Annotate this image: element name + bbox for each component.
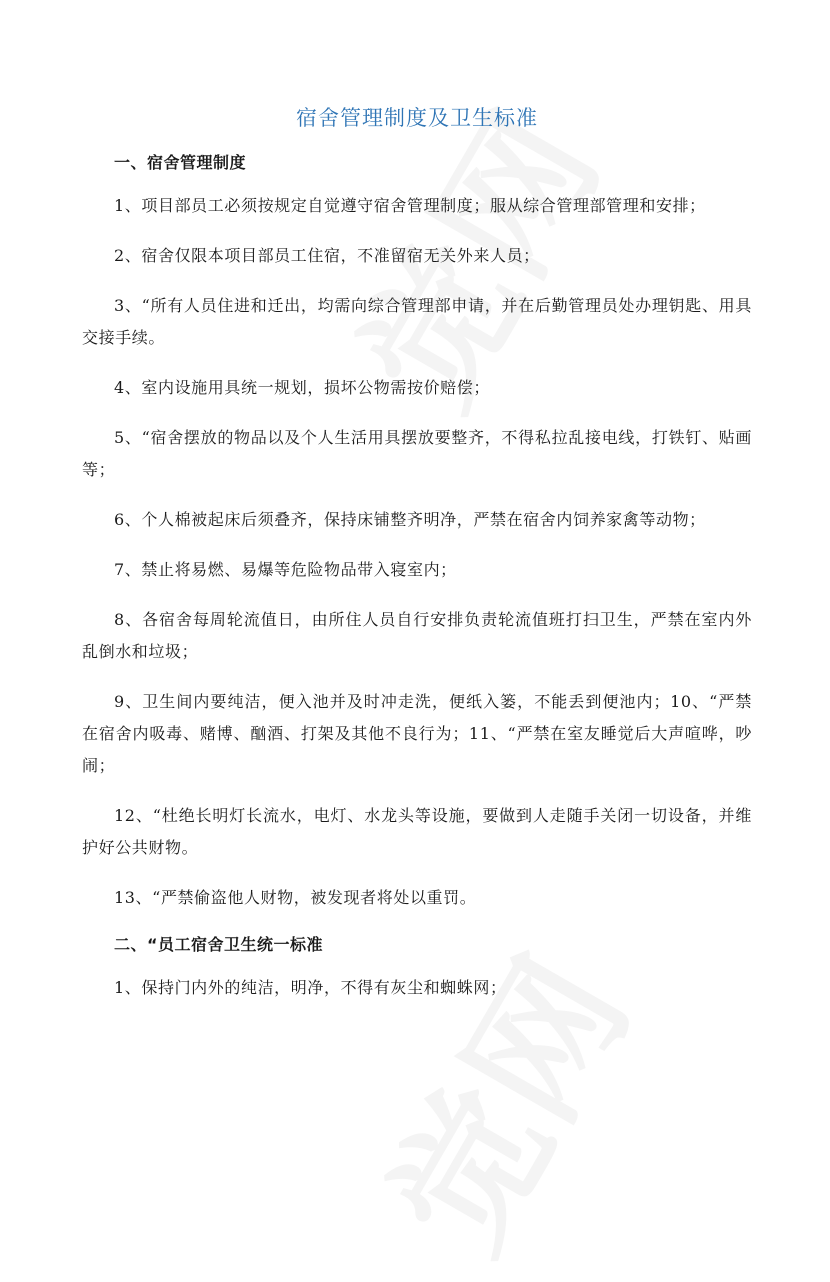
rule-item-12: 12、“杜绝长明灯长流水，电灯、水龙头等设施，要做到人走随手关闭一切设备，并维护好公共财物。 bbox=[82, 806, 752, 857]
rule-item-13: 13、“严禁偷盗他人财物，被发现者将处以重罚。 bbox=[114, 888, 477, 907]
rule-item-4: 4、室内设施用具统一规划，损坏公物需按价赔偿； bbox=[114, 378, 490, 397]
rule-item-7: 7、禁止将易燃、易爆等危险物品带入寝室内； bbox=[114, 560, 457, 579]
rule-item-9-11: 9、卫生间内要纯洁，便入池并及时冲走洗，便纸入篓，不能丢到便池内；10、“严禁在宿舍内吸毒、赌博、酗酒、打架及其他不良行为；11、“严禁在室友睡觉后大声喧哗，吵闹； bbox=[82, 692, 752, 775]
hygiene-item-1: 1、保持门内外的纯洁，明净，不得有灰尘和蜘蛛网； bbox=[114, 978, 507, 997]
rule-item-2: 2、宿舍仅限本项目部员工住宿，不准留宿无关外来人员； bbox=[114, 246, 540, 265]
rule-item-1: 1、项目部员工必须按规定自觉遵守宿舍管理制度；服从综合管理部管理和安排； bbox=[114, 196, 706, 215]
rule-item-3: 3、“所有人员住进和迁出，均需向综合管理部申请，并在后勤管理员处办理钥匙、用具交接手续。 bbox=[82, 296, 752, 347]
section-heading-2: 二、“员工宿舍卫生统一标准 bbox=[114, 935, 324, 954]
rule-item-8: 8、各宿舍每周轮流值日，由所住人员自行安排负责轮流值班打扫卫生，严禁在室内外乱倒水和垃圾； bbox=[82, 610, 752, 661]
rule-item-6: 6、个人棉被起床后须叠齐，保持床铺整齐明净，严禁在宿舍内饲养家禽等动物； bbox=[114, 510, 706, 529]
rule-item-5: 5、“宿舍摆放的物品以及个人生活用具摆放要整齐，不得私拉乱接电线，打铁钉、贴画等； bbox=[82, 428, 752, 479]
page-title: 宿舍管理制度及卫生标准 bbox=[296, 106, 538, 130]
section-heading-1: 一、宿舍管理制度 bbox=[114, 153, 247, 172]
document-page bbox=[82, 96, 752, 1022]
